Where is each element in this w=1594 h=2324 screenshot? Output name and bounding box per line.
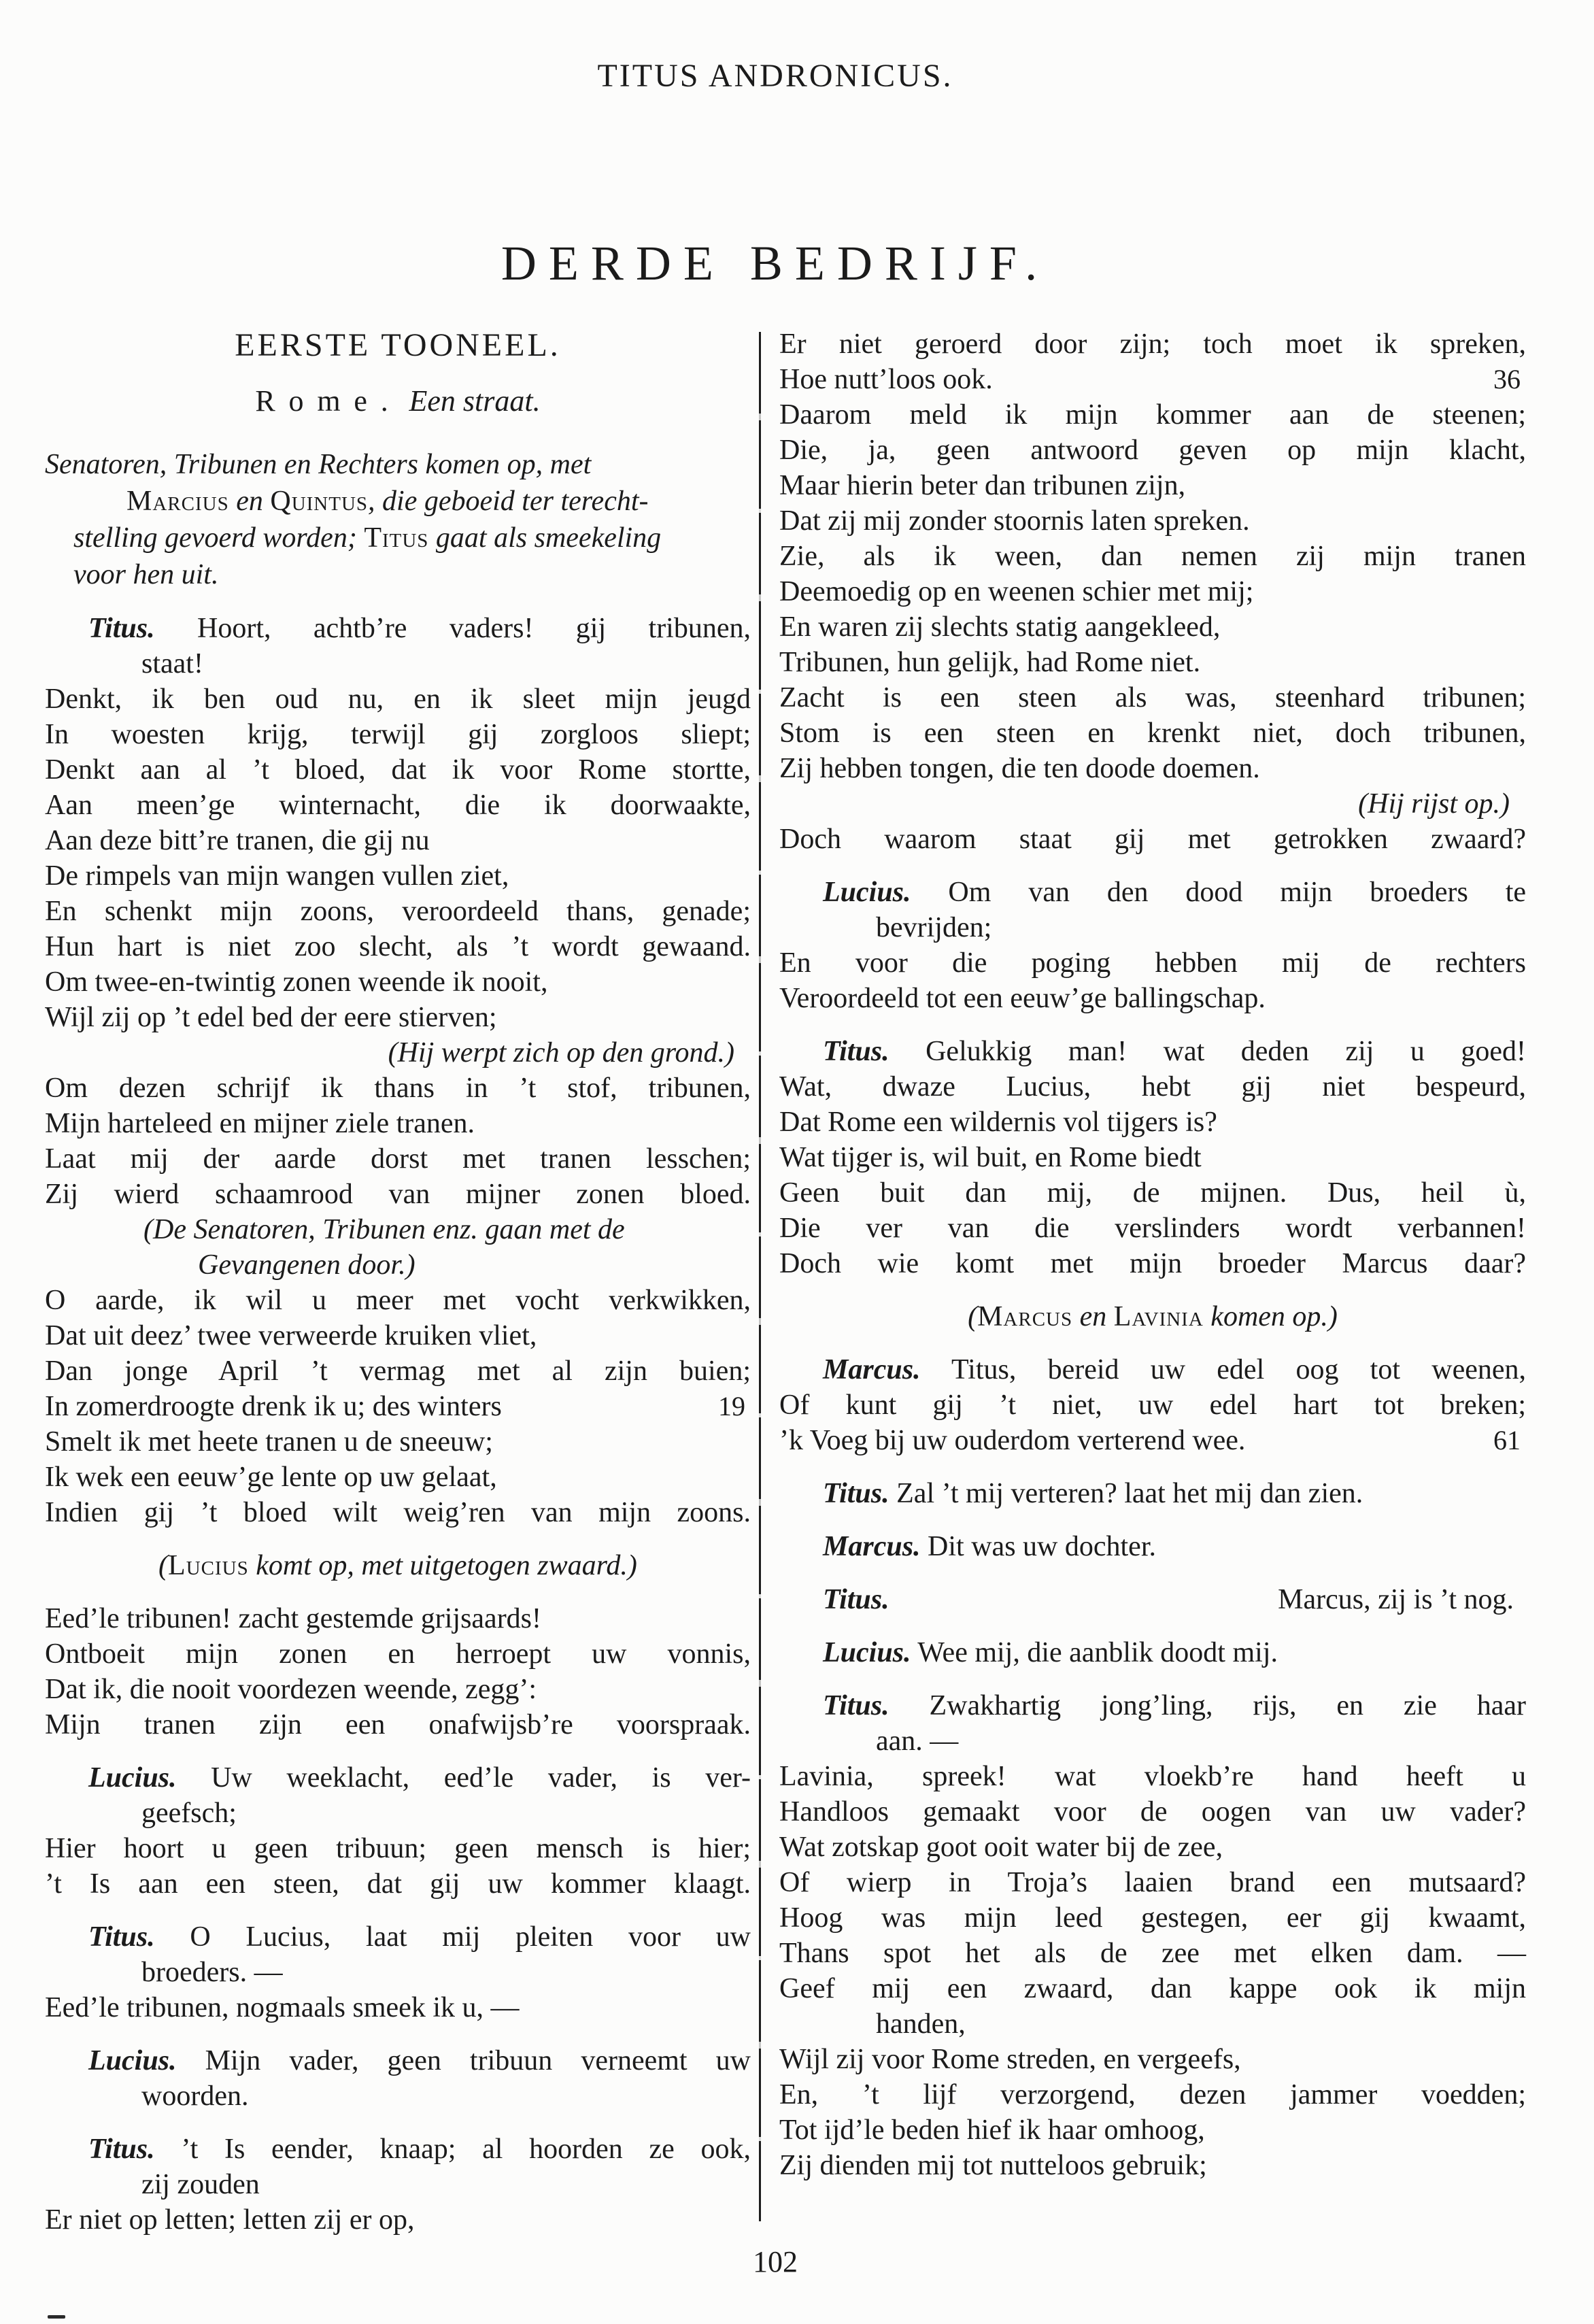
text-segment: Tribunen, hun gelijk, had Rome niet. — [779, 647, 1201, 678]
verse-line — [779, 1140, 1526, 1175]
text-segment: Aan meen’ge winternacht, die ik doorwaakte, — [45, 790, 751, 821]
speech-start-line — [45, 611, 751, 646]
verse-line — [779, 1900, 1526, 1936]
stage-direction — [45, 1247, 751, 1283]
text-segment: Zal ’t mij verteren? laat het mij dan zien. — [889, 1478, 1363, 1509]
text-segment: en — [1072, 1301, 1114, 1332]
speech-start-line — [45, 1919, 751, 1955]
speaker-name: Lucius. — [88, 2045, 177, 2076]
verse-line — [45, 681, 751, 717]
text-segment: Denkt aan al ’t bloed, dat ik voor Rome stortte, — [45, 754, 751, 786]
stage-direction — [45, 1548, 751, 1583]
speech-start-line — [779, 1352, 1526, 1387]
text-segment: Dat Rome een wildernis vol tijgers is? — [779, 1107, 1217, 1138]
text-segment: Zacht is een steen als was, steenhard tribunen; — [779, 682, 1526, 713]
verse-line — [779, 1246, 1526, 1281]
continuation-line — [779, 2006, 1526, 2042]
verse-line — [45, 823, 751, 858]
verse-line — [779, 715, 1526, 751]
text-segment: Om twee-en-twintig zonen weende ik nooit, — [45, 966, 548, 998]
text-segment: En, ’t lijf verzorgend, dezen jammer voedden; — [779, 2079, 1526, 2110]
speech-start-line — [45, 2043, 751, 2078]
verse-line — [779, 1069, 1526, 1105]
speech-start-line — [779, 1476, 1526, 1511]
verse-line — [45, 1318, 751, 1353]
verse-line — [45, 1866, 751, 1902]
verse-line — [779, 2112, 1526, 2148]
text-segment: handen, — [876, 2008, 966, 2040]
verse-line — [45, 1707, 751, 1742]
text-segment: Marcius — [126, 486, 229, 517]
speaker-name: Titus. — [823, 1584, 889, 1615]
verse-line — [45, 1353, 751, 1389]
verse-line — [779, 1211, 1526, 1246]
continuation-line — [45, 1955, 751, 1990]
text-segment: (Hij werpt zich op den grond.) — [388, 1037, 734, 1068]
verse-line — [779, 326, 1526, 362]
speaker-name: Titus. — [823, 1036, 889, 1067]
speech-start-line — [779, 1034, 1526, 1069]
speaker-name: Titus. — [88, 1921, 155, 1953]
text-segment: Laat mij der aarde dorst met tranen lesschen; — [45, 1143, 751, 1175]
text-segment: Zij hebben tongen, die ten doode doemen. — [779, 753, 1260, 784]
stage-direction — [45, 446, 751, 483]
running-head: TITUS ANDRONICUS. — [597, 58, 953, 94]
text-segment: Titus, bereid uw edel oog tot weenen, — [920, 1354, 1526, 1385]
text-segment: Gevangenen door.) — [198, 1249, 416, 1281]
text-segment: Zij dienden mij tot nutteloos gebruik; — [779, 2150, 1207, 2181]
text-segment: O aarde, ik wil u meer met vocht verkwikken, — [45, 1285, 751, 1316]
verse-line-number: 36 — [1493, 364, 1521, 394]
text-segment: Die, ja, geen antwoord geven op mijn klacht, — [779, 435, 1526, 466]
text-segment: De rimpels van mijn wangen vullen ziet, — [45, 860, 509, 892]
text-segment: Maar hierin beter dan tribunen zijn, — [779, 470, 1186, 501]
text-segment: Mijn harteleed en mijner ziele tranen. — [45, 1108, 475, 1139]
text-segment: stelling gevoerd worden; — [73, 522, 364, 554]
text-segment: En voor die poging hebben mij de rechters — [779, 947, 1526, 979]
text-segment: broeders. — — [141, 1957, 283, 1988]
text-segment: Of wierp in Troja’s laaien brand een mutsaard? — [779, 1867, 1526, 1898]
text-segment: Zwakhartig jong’ling, rijs, en zie haar — [889, 1690, 1526, 1721]
text-segment: Hoog was mijn leed gestegen, eer gij kwaamt, — [779, 1902, 1526, 1934]
text-segment: en — [228, 486, 271, 517]
text-segment: Uw weeklacht, eed’le vader, is ver- — [176, 1762, 751, 1793]
stage-direction — [779, 1299, 1526, 1334]
verse-line — [779, 945, 1526, 981]
verse-line — [45, 1071, 751, 1106]
verse-line — [779, 2148, 1526, 2183]
stage-direction — [45, 483, 751, 520]
speech-start-line — [779, 1635, 1526, 1670]
verse-line — [45, 964, 751, 1000]
stage-direction — [45, 520, 751, 556]
scene-location-place: Rome. — [255, 384, 402, 418]
text-segment: Titus — [364, 522, 429, 554]
verse-line — [45, 1636, 751, 1672]
verse-line — [45, 894, 751, 929]
text-segment: Zij wierd schaamrood van mijner zonen bloed. — [45, 1179, 751, 1210]
text-segment: Deemoedig op en weenen schier met mij; — [779, 576, 1254, 607]
text-segment: Er niet geroerd door zijn; toch moet ik spreken, — [779, 329, 1526, 360]
verse-line — [779, 1936, 1526, 1971]
text-segment: Om dezen schrijf ik thans in ’t stof, tribunen, — [45, 1073, 751, 1104]
verse-line-number: 19 — [718, 1391, 745, 1421]
text-segment: Veroordeeld tot een eeuw’ge ballingschap. — [779, 983, 1266, 1014]
text-segment: Wee mij, die aanblik doodt mij. — [911, 1637, 1278, 1668]
text-segment: Wat tijger is, wil buit, en Rome biedt — [779, 1142, 1202, 1173]
verse-line — [779, 2077, 1526, 2112]
verse-line — [779, 433, 1526, 468]
verse-line — [45, 929, 751, 964]
text-segment: gaat als smeekeling — [428, 522, 662, 554]
text-segment: In zomerdroogte drenk ik u; des winters — [45, 1391, 502, 1422]
text-segment: In woesten krijg, terwijl gij zorgloos sliept; — [45, 719, 751, 750]
text-segment: Wijl zij op ’t edel bed der eere stierven; — [45, 1002, 497, 1033]
verse-line — [779, 1759, 1526, 1794]
verse-line — [779, 362, 1526, 397]
text-segment: Ontboeit mijn zonen en herroept uw vonnis, — [45, 1638, 751, 1670]
verse-line-number: 61 — [1493, 1425, 1521, 1455]
text-segment: ’k Voeg bij uw ouderdom verterend wee. — [779, 1425, 1246, 1456]
text-segment: geefsch; — [141, 1798, 237, 1829]
text-segment: Dat ik, die nooit voordezen weende, zegg’: — [45, 1674, 537, 1705]
verse-line — [779, 397, 1526, 433]
verse-line — [779, 1830, 1526, 1865]
verse-line — [45, 1831, 751, 1866]
text-segment: Er niet op letten; letten zij er op, — [45, 2204, 415, 2236]
verse-line — [45, 788, 751, 823]
verse-line — [45, 1601, 751, 1636]
text-segment: Thans spot het als de zee met elken dam. — — [779, 1938, 1526, 1969]
verse-line — [779, 1971, 1526, 2006]
text-segment: Lavinia, spreek! wat vloekb’re hand heeft u — [779, 1761, 1526, 1792]
verse-line — [779, 1105, 1526, 1140]
column-right — [779, 326, 1526, 2183]
stage-direction — [45, 556, 751, 593]
text-segment: Eed’le tribunen, nogmaals smeek ik u, — — [45, 1992, 520, 2023]
text-segment: ( — [158, 1550, 169, 1581]
text-segment: aan. — — [876, 1725, 959, 1757]
verse-line — [779, 574, 1526, 609]
text-segment: , die geboeid ter terecht- — [368, 486, 649, 517]
text-segment: Indien gij ’t bloed wilt weig’ren van mijn zoons. — [45, 1497, 751, 1528]
verse-line — [45, 1990, 751, 2025]
text-segment: Wat zotskap goot ooit water bij de zee, — [779, 1832, 1223, 1863]
verse-line — [779, 1794, 1526, 1830]
verse-line — [779, 2042, 1526, 2077]
speaker-name: Titus. — [88, 2134, 155, 2165]
verse-line — [45, 1389, 751, 1424]
verse-line — [779, 1423, 1526, 1458]
continuation-line — [45, 1796, 751, 1831]
verse-line — [45, 1000, 751, 1035]
text-segment: ( — [968, 1301, 978, 1332]
column-divider-rule — [759, 332, 761, 2221]
text-segment: Geen buit dan mij, de mijnen. Dus, heil ù, — [779, 1177, 1526, 1209]
verse-line — [779, 645, 1526, 680]
verse-line — [779, 1175, 1526, 1211]
continuation-line — [779, 910, 1526, 945]
scene-location — [45, 384, 751, 419]
verse-line — [779, 822, 1526, 857]
speech-start-line — [45, 1760, 751, 1796]
stage-direction — [45, 1212, 751, 1247]
page-number: 102 — [753, 2245, 798, 2278]
verse-line — [45, 1672, 751, 1707]
text-segment: komen op.) — [1203, 1301, 1338, 1332]
verse-line — [45, 2202, 751, 2238]
text-segment: voor hen uit. — [73, 559, 219, 590]
text-segment: Quintus — [270, 486, 369, 517]
verse-line — [779, 981, 1526, 1016]
speaker-name: Marcus. — [823, 1531, 921, 1562]
text-segment: Om van den dood mijn broeders te — [911, 877, 1526, 908]
verse-line — [45, 752, 751, 788]
verse-line — [779, 539, 1526, 574]
continuation-line — [45, 2078, 751, 2114]
text-segment: O Lucius, laat mij pleiten voor uw — [154, 1921, 751, 1953]
text-segment: ’t Is eender, knaap; al hoorden ze ook, — [154, 2134, 751, 2165]
text-segment: (De Senatoren, Tribunen enz. gaan met de — [143, 1214, 625, 1245]
stage-direction — [45, 1035, 751, 1071]
speech-start-line — [779, 1582, 1526, 1617]
verse-line — [779, 1387, 1526, 1423]
text-segment: komt op, met uitgetogen zwaard.) — [248, 1550, 637, 1581]
text-segment: Hoe nutt’loos ook. — [779, 364, 993, 395]
text-segment: staat! — [141, 648, 203, 679]
verse-line — [779, 468, 1526, 503]
verse-line — [45, 1177, 751, 1212]
text-segment: Lucius — [168, 1550, 249, 1581]
speaker-name: Titus. — [823, 1478, 889, 1509]
speech-start-line — [779, 1688, 1526, 1723]
verse-line — [45, 1141, 751, 1177]
text-segment: En schenkt mijn zoons, veroordeeld thans, genade; — [45, 896, 751, 927]
left-column-text — [45, 446, 751, 2238]
continuation-line — [779, 1723, 1526, 1759]
text-segment: Wijl zij voor Rome streden, en vergeefs, — [779, 2044, 1241, 2075]
column-left — [45, 326, 751, 2238]
speaker-name: Lucius. — [88, 1762, 177, 1793]
text-segment: ’t Is aan een steen, dat gij uw kommer klaagt. — [45, 1868, 751, 1900]
verse-line — [45, 1495, 751, 1530]
speech-start-line — [45, 2132, 751, 2167]
text-segment: Wat, dwaze Lucius, hebt gij niet bespeurd, — [779, 1071, 1526, 1102]
text-segment: (Hij rijst op.) — [1358, 788, 1510, 820]
scan-artifact-mark — [48, 2315, 65, 2319]
text-segment: Zie, als ik ween, dan nemen zij mijn tranen — [779, 541, 1526, 572]
text-segment: Ik wek een eeuw’ge lente op uw gelaat, — [45, 1462, 497, 1493]
text-segment: Marcus, zij is ’t nog. — [1278, 1584, 1514, 1615]
text-segment: bevrijden; — [876, 912, 992, 943]
text-segment: Lavinia — [1113, 1301, 1204, 1332]
text-segment: Handloos gemaakt voor de oogen van uw vader? — [779, 1796, 1526, 1828]
verse-line — [779, 1865, 1526, 1900]
scene-location-detail: Een straat. — [409, 384, 541, 418]
speaker-name: Marcus. — [823, 1354, 921, 1385]
text-segment: Gelukkig man! wat deden zij u goed! — [889, 1036, 1526, 1067]
text-segment: Die ver van die verslinders wordt verbannen! — [779, 1213, 1526, 1244]
text-segment: Of kunt gij ’t niet, uw edel hart tot breken; — [779, 1390, 1526, 1421]
text-segment: Aan deze bitt’re tranen, die gij nu — [45, 825, 430, 856]
speaker-name: Lucius. — [823, 877, 911, 908]
text-segment: Hier hoort u geen tribuun; geen mensch is hier; — [45, 1833, 751, 1864]
text-segment: Dat uit deez’ twee verweerde kruiken vliet, — [45, 1320, 537, 1351]
text-segment: Eed’le tribunen! zacht gestemde grijsaards! — [45, 1603, 542, 1634]
verse-line — [45, 1106, 751, 1141]
text-segment: Denkt, ik ben oud nu, en ik sleet mijn jeugd — [45, 684, 751, 715]
speech-start-line — [779, 875, 1526, 910]
text-segment: Mijn tranen zijn een onafwijsb’re voorspraak. — [45, 1709, 751, 1740]
text-segment: woorden. — [141, 2081, 249, 2112]
speaker-name: Lucius. — [823, 1637, 911, 1668]
text-segment: Senatoren, Tribunen en Rechters komen op, met — [45, 449, 592, 480]
verse-line — [45, 717, 751, 752]
verse-line — [779, 680, 1526, 715]
verse-line — [779, 751, 1526, 786]
text-segment: Dit was uw dochter. — [920, 1531, 1156, 1562]
act-title: DERDE BEDRIJF. — [501, 236, 1050, 290]
text-segment: Daarom meld ik mijn kommer aan de steenen; — [779, 399, 1526, 431]
verse-line — [45, 1424, 751, 1460]
verse-line — [779, 503, 1526, 539]
text-segment: En waren zij slechts statig aangekleed, — [779, 611, 1221, 643]
continuation-line — [45, 2167, 751, 2202]
right-column-text — [779, 326, 1526, 2183]
text-segment: Geef mij een zwaard, dan kappe ook ik mijn — [779, 1973, 1526, 2004]
text-segment: Tot ijd’le beden hief ik haar omhoog, — [779, 2115, 1205, 2146]
speech-start-line — [779, 1529, 1526, 1564]
speaker-name: Titus. — [88, 613, 155, 644]
text-segment: Dat zij mij zonder stoornis laten spreken. — [779, 505, 1250, 537]
text-segment: Mijn vader, geen tribuun verneemt uw — [176, 2045, 751, 2076]
scene-heading: EERSTE TOONEEL. — [235, 327, 561, 363]
text-segment: Doch wie komt met mijn broeder Marcus daar? — [779, 1248, 1526, 1279]
text-segment: Stom is een steen en krenkt niet, doch tribunen, — [779, 718, 1526, 749]
text-segment: Smelt ik met heete tranen u de sneeuw; — [45, 1426, 493, 1458]
verse-line — [45, 858, 751, 894]
text-segment: zij zouden — [141, 2169, 260, 2200]
verse-line — [45, 1283, 751, 1318]
text-segment: Marcus — [977, 1301, 1073, 1332]
verse-line — [779, 609, 1526, 645]
stage-direction — [779, 786, 1526, 822]
text-segment: Doch waarom staat gij met getrokken zwaard? — [779, 824, 1526, 855]
speaker-name: Titus. — [823, 1690, 889, 1721]
text-segment: Hoort, achtb’re vaders! gij tribunen, — [154, 613, 751, 644]
continuation-line — [45, 646, 751, 681]
verse-line — [45, 1460, 751, 1495]
text-segment: Hun hart is niet zoo slecht, als ’t wordt gewaand. — [45, 931, 751, 962]
text-segment: Dan jonge April ’t vermag met al zijn buien; — [45, 1355, 751, 1387]
